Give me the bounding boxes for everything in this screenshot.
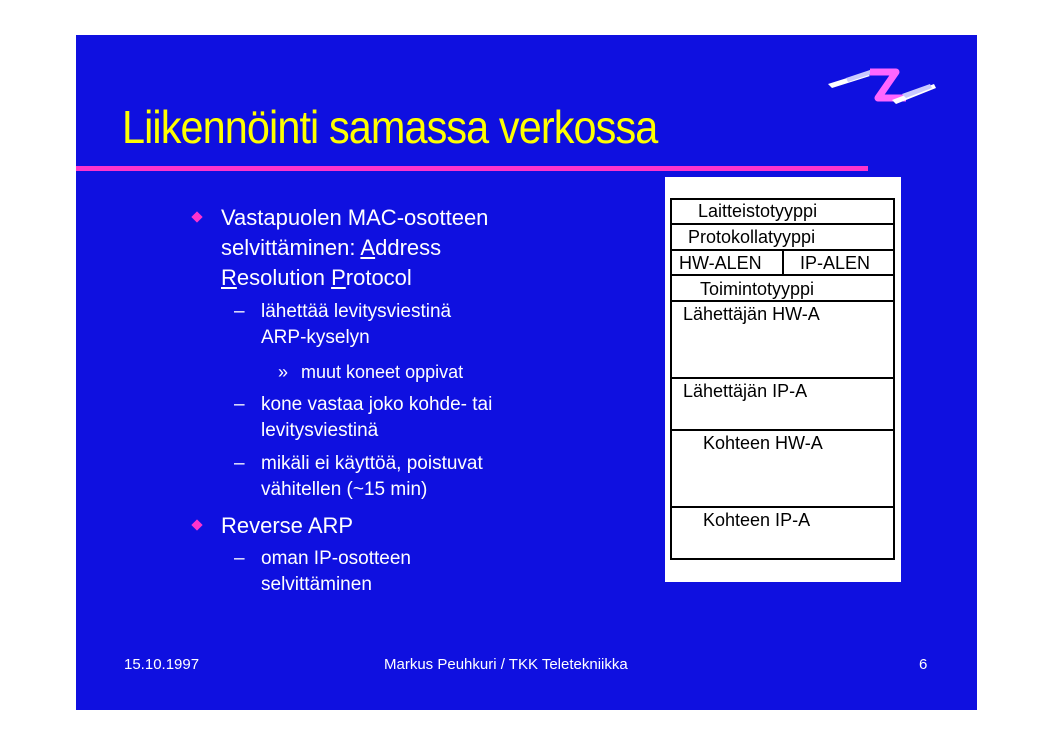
sub-bullet-4-line-2: selvittäminen [261,574,372,595]
field-ip-alen: IP-ALEN [800,253,871,273]
bullet-1-line-1: Vastapuolen MAC-osotteen [221,205,489,230]
sub-bullet-4-line-1: oman IP-osotteen [261,548,411,569]
sub-bullet-1 [261,299,451,351]
title-divider [76,166,868,171]
sub-bullet-3-line-2: vähitellen (~15 min) [261,479,428,500]
sub-bullet-2 [261,392,492,444]
underlined-letter: P [331,265,346,290]
footer-date: 15.10.1997 [124,656,200,673]
underlined-letter: A [360,235,376,260]
subsub-marker: » [278,362,289,382]
field-lengths [672,251,893,276]
bullet-1-text: ddress [375,235,442,260]
dash-marker: – [234,394,245,415]
bullet-1 [221,203,488,293]
bullet-1-line-3 [221,263,488,293]
field-target-ip: Kohteen IP-A [703,510,811,530]
arp-packet-diagram [670,198,895,560]
footer-page-number: 6 [919,656,928,673]
bullet-1-text: rotocol [345,265,412,290]
dash-marker: – [234,548,245,569]
field-target-hw: Kohteen HW-A [672,431,893,508]
sub-bullet-3-line-1: mikäli ei käyttöä, poistuvat [261,453,483,474]
field-operation: Toimintotyyppi [672,276,893,302]
sub-bullet-3 [261,451,483,503]
sub-bullet-4 [261,546,411,598]
dash-marker: – [234,301,245,322]
dash-marker: – [234,453,245,474]
field-sender-hw: Lähettäjän HW-A [672,302,893,379]
subsub-bullet-1: muut koneet oppivat [301,362,464,382]
field-divider [782,251,784,274]
sub-bullet-1-line-2: ARP-kyselyn [261,327,370,348]
field-hw-alen: HW-ALEN [679,253,762,273]
field-sender-ip: Lähettäjän IP-A [672,379,893,431]
sub-bullet-2-line-1: kone vastaa joko kohde- tai [261,394,493,415]
underlined-letter: R [221,265,237,290]
logo-icon [826,64,938,108]
sub-bullet-2-line-2: levitysviestinä [261,420,379,441]
footer-author: Markus Peuhkuri / TKK Teletekniikka [384,656,628,673]
slide-title: Liikennöinti samassa verkossa [122,101,658,153]
sub-bullet-1-line-1: lähettää levitysviestinä [261,301,452,322]
field-hw-type: Laitteistotyyppi [672,200,893,225]
bullet-1-text: esolution [236,265,332,290]
bullet-1-text: selvittäminen: [221,235,361,260]
bullet-1-line-2 [221,233,488,263]
field-proto-type: Protokollatyyppi [672,225,893,251]
bullet-2: Reverse ARP [221,513,354,538]
